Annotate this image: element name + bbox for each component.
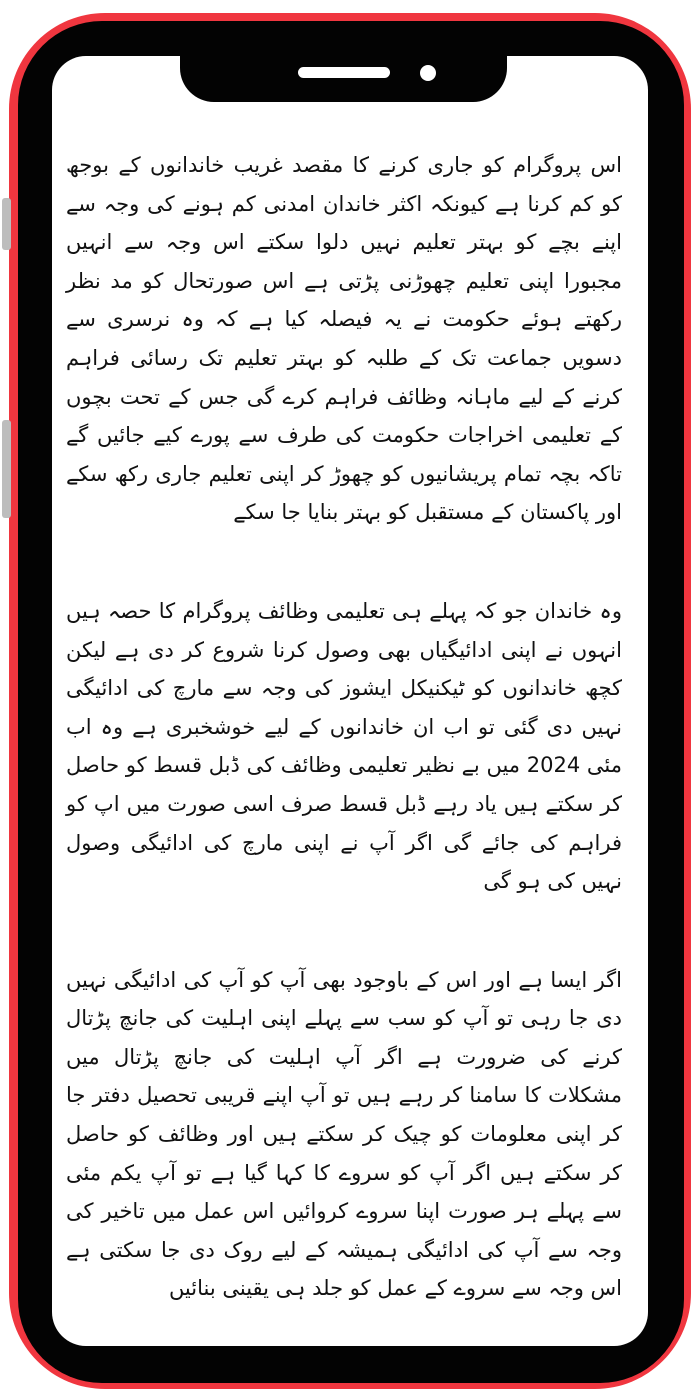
phone-side-button-upper (2, 198, 11, 250)
front-camera-icon (420, 65, 436, 81)
article-paragraph-2: وہ خاندان جو کہ پہلے ہی تعلیمی وظائف پروگرام کا حصہ ہیں انہوں نے اپنی ادائیگیاں بھی وصول کرنا شروع کر دی ہے لیکن کچھ خاندانوں کو ٹیکنیکل ایشوز کی وجہ سے مارچ کی ادائیگی نہیں دی گئی تو اب ان خاندانوں کے لیے خوشخبری ہے وہ اب مئی 2024 میں بے نظیر تعلیمی وظائف کی ڈبل قسط کو حاصل کر سکتے ہیں یاد رہے ڈبل قسط صرف اسی صورت میں اپ کو فراہم کی جائے گی اگر آپ نے اپنی مارچ کی ادائیگی وصول نہیں کی ہو گی (66, 598, 623, 894)
article-body (66, 146, 622, 1308)
phone-side-button-lower (2, 420, 11, 518)
speaker-grille (298, 67, 390, 78)
phone-screen (52, 56, 648, 1346)
phone-notch (180, 40, 507, 102)
article-paragraph-1: اس پروگرام کو جاری کرنے کا مقصد غریب خاندانوں کے بوجھ کو کم کرنا ہے کیونکہ اکثر خاندان امدنی کم ہونے کی وجہ سے اپنے بچے کو بہتر تعلیم نہیں دلوا سکتے اس وجہ سے انہیں مجبورا اپنی تعلیم چھوڑنی پڑتی ہے اس صورتحال کو مد نظر رکھتے ہوئے حکومت نے یہ فیصلہ کیا ہے کہ وہ نرسری سے دسویں جماعت تک کے طلبہ کو بہتر تعلیم تک رسائی فراہم کرنے کے لیے ماہانہ وظائف فراہم کرے گی جس کے تحت بچوں کے تعلیمی اخراجات حکومت کی طرف سے پورے کیے جائیں گے تاکہ بچہ تمام پریشانیوں کو چھوڑ کر اپنی تعلیم جاری رکھ سکے اور پاکستان کے مستقبل کو بہتر بنایا جا سکے (66, 153, 622, 525)
article-paragraph-3: اگر ایسا ہے اور اس کے باوجود بھی آپ کو آپ کی ادائیگی نہیں دی جا رہی تو آپ کو سب سے پہلے اپنی اہلیت کی جانچ پڑتال کرنے کی ضرورت ہے اگر آپ اہلیت کی جانچ پڑتال میں مشکلات کا سامنا کر رہے ہیں تو آپ اپنے قریبی تحصیل دفتر جا کر اپنی معلومات کو چیک کر سکتے ہیں اور وظائف کو حاصل کر سکتے ہیں اگر آپ کو سروے کا کہا گیا ہے تو آپ یکم مئی سے پہلے ہر صورت اپنا سروے کروائیں اس عمل میں تاخیر کی وجہ سے آپ کی ادائیگی ہمیشہ کے لیے روک دی جا سکتی ہے اس وجہ سے سروے کے عمل کو جلد ہی یقینی بنائیں (66, 967, 622, 1301)
